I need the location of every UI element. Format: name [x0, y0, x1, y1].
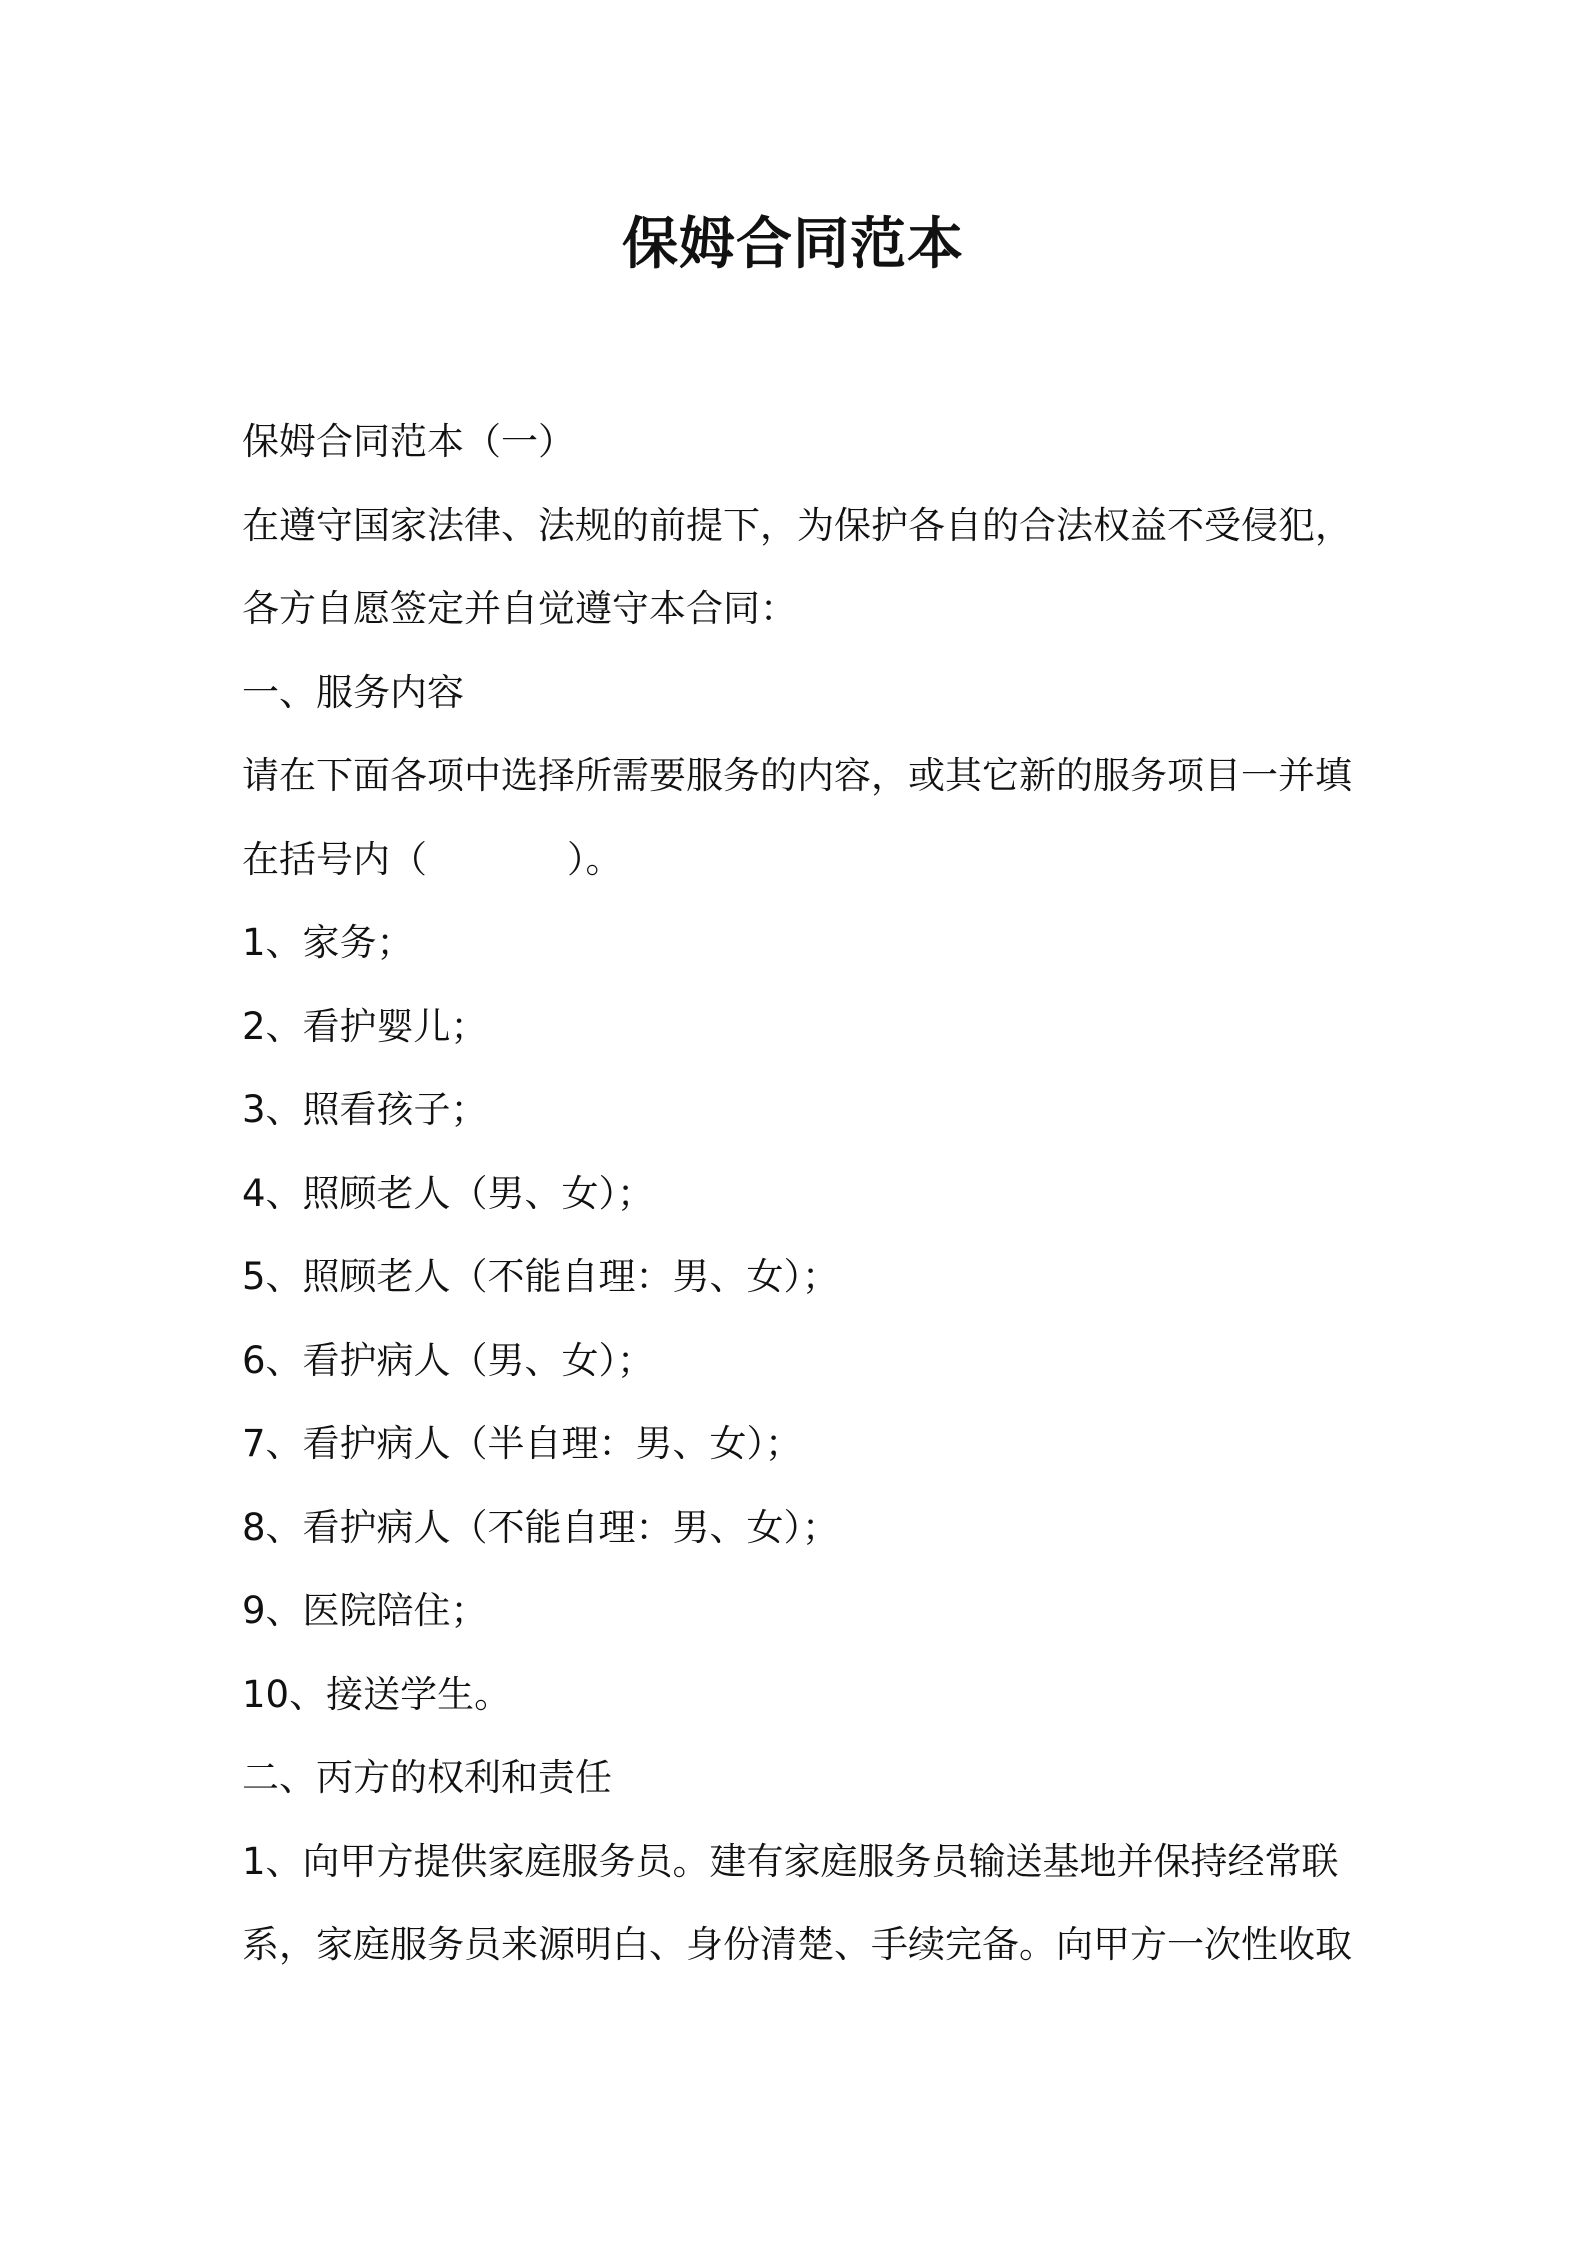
paragraph-line: 系，家庭服务员来源明白、身份清楚、手续完备。向甲方一次性收取: [242, 1923, 1352, 1966]
fill-in-suffix: ）。: [567, 837, 623, 881]
paragraph-line: 请在下面各项中选择所需要服务的内容，或其它新的服务项目一并填: [242, 754, 1352, 797]
section-heading: 保姆合同范本（一）: [242, 420, 575, 463]
paragraph-line: 1、向甲方提供家庭服务员。建有家庭服务员输送基地并保持经常联: [242, 1839, 1339, 1883]
section-heading: 二、丙方的权利和责任: [242, 1756, 612, 1799]
paragraph-line: 在遵守国家法律、法规的前提下，为保护各自的合法权益不受侵犯，: [242, 503, 1352, 547]
document-body: [242, 400, 1362, 1987]
list-item: 1、家务；: [242, 921, 414, 964]
list-item: 8、看护病人（不能自理：男、女）；: [242, 1505, 840, 1549]
list-item: 7、看护病人（半自理：男、女）；: [242, 1422, 803, 1465]
list-item: 4、照顾老人（男、女）；: [242, 1171, 655, 1215]
list-item: 3、照看孩子；: [242, 1088, 488, 1131]
list-item: 10、接送学生。: [242, 1672, 512, 1716]
list-item: 5、照顾老人（不能自理：男、女）；: [242, 1255, 840, 1298]
list-item: 2、看护婴儿；: [242, 1004, 488, 1048]
fill-in-line: [242, 818, 1362, 902]
section-heading: 一、服务内容: [242, 670, 464, 714]
paragraph-line: 各方自愿签定并自觉遵守本合同：: [242, 587, 797, 630]
list-item: 6、看护病人（男、女）；: [242, 1338, 655, 1382]
list-item: 9、医院陪住；: [242, 1589, 488, 1632]
document-title: 保姆合同范本: [622, 212, 964, 277]
fill-in-prefix: 在括号内（: [242, 837, 427, 881]
